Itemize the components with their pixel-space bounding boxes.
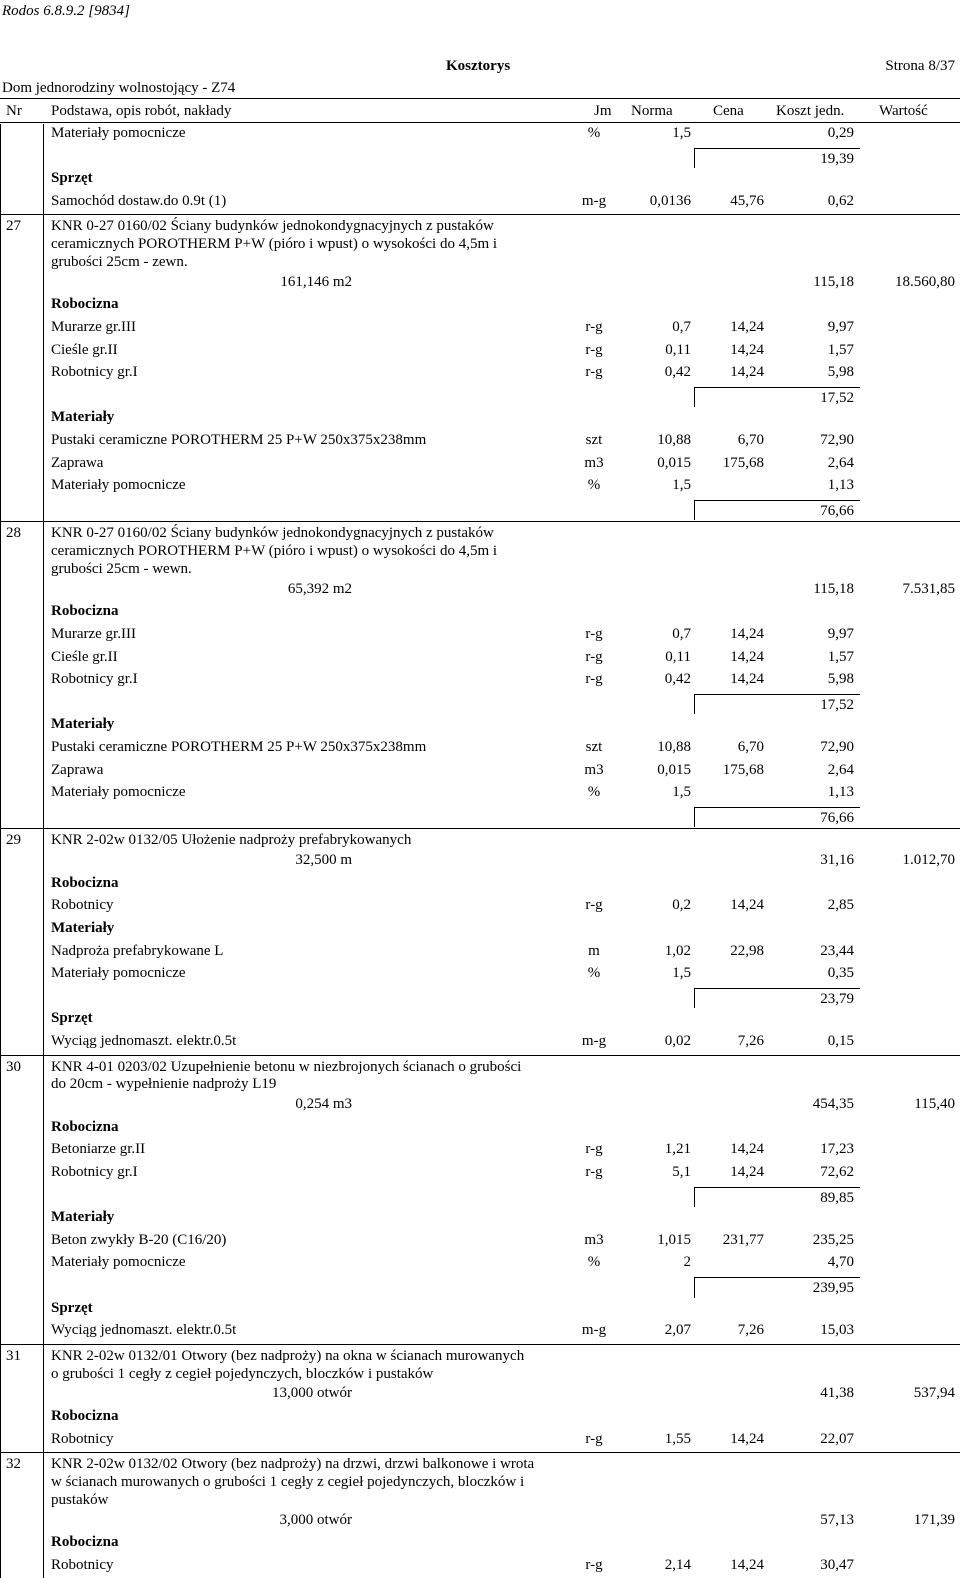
subtotal-rule (694, 387, 860, 388)
col-header-cena: Cena (713, 103, 744, 119)
resource-unit: r-g (585, 1164, 603, 1180)
item-separator (0, 521, 960, 522)
column-divider-nr (43, 521, 44, 828)
subtotal-rule (694, 1277, 860, 1278)
resource-norm: 2 (683, 1254, 691, 1271)
subtotal-rule (694, 694, 860, 695)
item-description: w ścianach murowanych o grubości 1 cegły z cegieł pojedynczych, bloczków i (51, 1474, 525, 1490)
item-quantity: 65,392 m2 (287, 580, 352, 597)
item-separator (0, 828, 960, 829)
item-description: ceramicznych POROTHERM P+W (pióro i wpust) o wysokości do 4,5m i (51, 236, 498, 253)
resource-price: 6,70 (737, 432, 764, 448)
category-label: Sprzęt (51, 170, 93, 187)
subtotal-value: 239,95 (812, 1280, 854, 1296)
col-header-jm: Jm (594, 103, 612, 119)
resource-name: Betoniarze gr.II (51, 1141, 146, 1158)
item-value: 7.531,85 (902, 580, 955, 597)
resource-unit: r-g (585, 897, 603, 914)
resource-price: 7,26 (737, 1322, 764, 1339)
resource-norm: 0,7 (672, 626, 691, 642)
resource-name: Robotnicy gr.I (51, 671, 138, 688)
resource-unit-cost: 72,90 (820, 739, 854, 755)
resource-unit: m-g (581, 1033, 607, 1049)
item-description: KNR 2-02w 0132/01 Otwory (bez nadproży) na okna w ścianach murowanych (51, 1347, 525, 1364)
subtotal-value: 17,52 (820, 696, 854, 713)
item-description: grubości 25cm - wewn. (51, 561, 192, 577)
item-unit-cost: 115,18 (813, 580, 854, 597)
item-unit-cost: 31,16 (820, 852, 854, 869)
item-unit-cost: 115,18 (813, 273, 854, 290)
resource-unit-cost: 2,64 (827, 761, 854, 778)
resource-price: 14,24 (730, 648, 764, 665)
resource-price: 231,77 (722, 1231, 764, 1248)
table-border-left (0, 828, 1, 1054)
resource-name: Beton zwykły B-20 (C16/20) (51, 1231, 227, 1248)
resource-unit-cost: 2,85 (827, 897, 854, 914)
resource-price: 14,24 (730, 1141, 764, 1158)
resource-unit-cost: 1,57 (827, 648, 854, 665)
resource-norm: 0,0136 (649, 192, 691, 209)
subtotal-rule-left (694, 500, 695, 521)
table-border-left (0, 1055, 1, 1344)
category-label: Materiały (51, 1209, 115, 1226)
resource-name: Cieśle gr.II (51, 341, 118, 358)
resource-name: Zaprawa (51, 454, 104, 471)
resource-price: 14,24 (730, 364, 764, 381)
resource-name: Cieśle gr.II (51, 648, 118, 665)
resource-norm: 1,5 (672, 477, 691, 494)
resource-norm: 0,42 (664, 671, 691, 688)
column-divider-nr (43, 214, 44, 521)
col-header-nr: Nr (6, 103, 22, 119)
subtotal-value: 76,66 (820, 502, 854, 519)
resource-unit-cost: 0,62 (827, 192, 854, 209)
resource-unit-cost: 72,90 (820, 432, 854, 448)
resource-unit-cost: 4,70 (827, 1254, 854, 1271)
category-label: Robocizna (51, 296, 119, 313)
resource-unit: r-g (585, 1556, 603, 1573)
resource-name: Materiały pomocnicze (51, 1254, 186, 1271)
resource-name: Nadproża prefabrykowane L (51, 942, 224, 959)
item-quantity: 0,254 m3 (295, 1096, 352, 1113)
item-description: KNR 2-02w 0132/02 Otwory (bez nadproży) na drzwi, drzwi balkonowe i wrota (51, 1456, 535, 1473)
resource-unit-cost: 0,15 (827, 1033, 854, 1049)
resource-norm: 1,015 (657, 1231, 691, 1248)
resource-name: Robotnicy (51, 897, 114, 914)
resource-price: 14,24 (730, 1556, 764, 1573)
resource-unit: szt (585, 432, 603, 448)
item-unit-cost: 454,35 (812, 1096, 854, 1113)
col-header-koszt: Koszt jedn. (776, 103, 845, 119)
item-description: o grubości 1 cegły z cegieł pojedynczych, bloczków i pustaków (51, 1365, 434, 1382)
subtotal-value: 23,79 (820, 990, 854, 1007)
resource-unit: r-g (585, 319, 603, 335)
resource-unit-cost: 9,97 (827, 626, 854, 642)
resource-norm: 10,88 (657, 432, 691, 448)
resource-unit-cost: 0,29 (827, 125, 854, 141)
resource-unit: m3 (584, 1231, 604, 1248)
resource-name: Pustaki ceramiczne POROTHERM 25 P+W 250x375x238mm (51, 739, 427, 755)
category-label: Robocizna (51, 1408, 119, 1424)
resource-norm: 0,2 (672, 897, 691, 914)
resource-price: 14,24 (730, 626, 764, 642)
resource-unit: r-g (585, 1141, 603, 1158)
resource-name: Zaprawa (51, 761, 104, 778)
subtotal-rule (694, 500, 860, 501)
column-divider-nr (43, 1344, 44, 1452)
resource-norm: 1,5 (672, 784, 691, 801)
item-value: 115,40 (914, 1096, 955, 1113)
resource-unit-cost: 5,98 (827, 364, 854, 381)
category-label: Materiały (51, 920, 115, 936)
column-divider-nr (43, 1452, 44, 1578)
subtotal-rule-left (694, 387, 695, 408)
resource-unit: % (587, 784, 601, 801)
item-separator (0, 1055, 960, 1056)
resource-price: 7,26 (737, 1033, 764, 1049)
subtotal-value: 19,39 (820, 150, 854, 167)
item-value: 18.560,80 (895, 273, 955, 290)
resource-norm: 1,02 (664, 942, 691, 959)
header-top-rule (0, 98, 960, 99)
subtotal-value: 76,66 (820, 809, 854, 826)
table-border-left (0, 1452, 1, 1578)
resource-unit-cost: 1,13 (827, 784, 854, 801)
item-quantity: 32,500 m (295, 852, 352, 869)
program-version: Rodos 6.8.9.2 [9834] (2, 3, 130, 19)
resource-price: 22,98 (730, 942, 764, 959)
header-bottom-rule (0, 122, 960, 123)
subtotal-rule (694, 148, 860, 149)
item-separator (0, 1344, 960, 1345)
resource-unit: % (587, 1254, 601, 1271)
item-description: grubości 25cm - zewn. (51, 254, 188, 270)
page-number: Strona 8/37 (885, 58, 955, 74)
resource-norm: 5,1 (672, 1164, 691, 1180)
resource-norm: 1,5 (672, 965, 691, 982)
resource-name: Robotnicy gr.I (51, 1164, 138, 1180)
resource-name: Pustaki ceramiczne POROTHERM 25 P+W 250x375x238mm (51, 432, 427, 448)
resource-norm: 0,015 (657, 761, 691, 778)
subtotal-rule (694, 807, 860, 808)
resource-unit: % (587, 125, 601, 141)
resource-unit: r-g (585, 648, 603, 665)
table-border-left (0, 1344, 1, 1452)
resource-norm: 0,42 (664, 364, 691, 381)
resource-unit: r-g (585, 671, 603, 688)
item-quantity: 13,000 otwór (272, 1385, 352, 1402)
resource-unit: % (587, 965, 601, 982)
resource-norm: 0,7 (672, 319, 691, 335)
item-description: KNR 4-01 0203/02 Uzupełnienie betonu w niezbrojonych ścianach o grubości (51, 1058, 522, 1075)
category-label: Robocizna (51, 1118, 119, 1135)
table-border-left (0, 124, 1, 214)
resource-name: Materiały pomocnicze (51, 965, 186, 982)
subtotal-rule-left (694, 694, 695, 715)
col-header-wartosc: Wartość (879, 103, 928, 119)
resource-unit: m-g (581, 192, 607, 209)
resource-norm: 2,14 (664, 1556, 691, 1573)
resource-name: Materiały pomocnicze (51, 477, 186, 494)
resource-norm: 10,88 (657, 739, 691, 755)
column-divider-nr (43, 124, 44, 214)
subtotal-value: 17,52 (820, 389, 854, 406)
resource-name: Materiały pomocnicze (51, 784, 186, 801)
subtotal-rule-left (694, 148, 695, 169)
resource-unit: r-g (585, 626, 603, 642)
resource-price: 45,76 (730, 192, 764, 209)
item-description: KNR 0-27 0160/02 Ściany budynków jednokondygnacyjnych z pustaków (51, 525, 494, 542)
document-title: Kosztorys (446, 58, 511, 74)
category-label: Robocizna (51, 874, 119, 891)
resource-unit: % (587, 477, 601, 494)
item-unit-cost: 57,13 (820, 1511, 854, 1528)
item-value: 171,39 (913, 1511, 955, 1528)
resource-name: Samochód dostaw.do 0.9t (1) (51, 192, 227, 209)
item-number: 28 (6, 525, 21, 542)
resource-unit-cost: 235,25 (812, 1231, 854, 1248)
item-number: 29 (6, 832, 21, 849)
resource-unit: m3 (584, 761, 604, 778)
category-label: Robocizna (51, 603, 119, 620)
column-divider-nr (43, 828, 44, 1054)
resource-unit: r-g (585, 1430, 603, 1447)
resource-unit: m-g (581, 1322, 607, 1339)
item-separator (0, 214, 960, 215)
item-number: 30 (6, 1058, 21, 1075)
subtotal-rule (694, 1187, 860, 1188)
item-number: 31 (6, 1347, 21, 1364)
item-description: do 20cm - wypełnienie nadproży L19 (51, 1076, 277, 1093)
col-header-desc: Podstawa, opis robót, nakłady (51, 103, 232, 119)
resource-name: Robotnicy (51, 1430, 114, 1447)
table-border-left (0, 214, 1, 521)
resource-unit-cost: 5,98 (827, 671, 854, 688)
item-unit-cost: 41,38 (820, 1385, 854, 1402)
resource-name: Murarze gr.III (51, 319, 136, 335)
category-label: Materiały (51, 716, 115, 733)
resource-name: Robotnicy gr.I (51, 364, 138, 381)
category-label: Sprzęt (51, 1299, 93, 1316)
item-number: 32 (6, 1456, 21, 1473)
resource-unit-cost: 72,62 (820, 1164, 854, 1180)
resource-name: Wyciąg jednomaszt. elektr.0.5t (51, 1322, 237, 1339)
resource-unit-cost: 17,23 (820, 1141, 854, 1158)
project-name: Dom jednorodziny wolnostojący - Z74 (2, 80, 236, 96)
resource-price: 175,68 (722, 454, 764, 471)
resource-price: 14,24 (730, 671, 764, 688)
resource-price: 14,24 (730, 319, 764, 335)
resource-unit-cost: 15,03 (820, 1322, 854, 1339)
resource-price: 14,24 (730, 341, 764, 358)
resource-norm: 0,11 (665, 648, 691, 665)
resource-norm: 0,015 (657, 454, 691, 471)
subtotal-rule-left (694, 807, 695, 828)
resource-norm: 0,11 (665, 341, 691, 358)
resource-unit: r-g (585, 364, 603, 381)
resource-norm: 2,07 (664, 1322, 691, 1339)
category-label: Materiały (51, 409, 115, 426)
subtotal-rule-left (694, 988, 695, 1009)
resource-name: Materiały pomocnicze (51, 125, 186, 141)
resource-unit-cost: 22,07 (820, 1430, 854, 1447)
subtotal-value: 89,85 (820, 1189, 854, 1206)
resource-name: Wyciąg jednomaszt. elektr.0.5t (51, 1033, 237, 1049)
resource-name: Robotnicy (51, 1556, 114, 1573)
resource-unit-cost: 9,97 (827, 319, 854, 335)
resource-unit: r-g (585, 341, 603, 358)
column-divider-nr (43, 1055, 44, 1344)
resource-unit-cost: 1,57 (827, 341, 854, 358)
resource-name: Murarze gr.III (51, 626, 136, 642)
item-quantity: 3,000 otwór (279, 1511, 352, 1528)
subtotal-rule-left (694, 1187, 695, 1208)
resource-unit-cost: 2,64 (827, 454, 854, 471)
resource-unit-cost: 30,47 (820, 1556, 854, 1573)
resource-unit-cost: 23,44 (820, 942, 854, 959)
table-border-left (0, 521, 1, 828)
item-description: KNR 2-02w 0132/05 Ułożenie nadproży prefabrykowanych (51, 832, 412, 849)
subtotal-rule-left (694, 1277, 695, 1298)
resource-norm: 1,21 (664, 1141, 691, 1158)
resource-unit: m3 (584, 454, 604, 471)
category-label: Robocizna (51, 1534, 119, 1551)
category-label: Sprzęt (51, 1010, 93, 1027)
item-separator (0, 1452, 960, 1453)
resource-price: 14,24 (730, 1430, 764, 1447)
item-description: pustaków (51, 1491, 109, 1508)
resource-price: 6,70 (737, 739, 764, 755)
resource-price: 14,24 (730, 897, 764, 914)
resource-norm: 0,02 (664, 1033, 691, 1049)
resource-unit: szt (585, 739, 603, 755)
resource-unit-cost: 1,13 (827, 477, 854, 494)
subtotal-rule (694, 988, 860, 989)
resource-norm: 1,55 (664, 1430, 691, 1447)
item-value: 537,94 (913, 1385, 955, 1402)
col-header-norma: Norma (631, 103, 673, 119)
resource-price: 14,24 (730, 1164, 764, 1180)
resource-unit: m (588, 942, 600, 959)
item-number: 27 (6, 218, 21, 235)
item-description: ceramicznych POROTHERM P+W (pióro i wpust) o wysokości do 4,5m i (51, 543, 498, 560)
item-value: 1.012,70 (902, 852, 955, 869)
resource-norm: 1,5 (672, 125, 691, 141)
resource-price: 175,68 (722, 761, 764, 778)
item-description: KNR 0-27 0160/02 Ściany budynków jednokondygnacyjnych z pustaków (51, 218, 494, 235)
item-quantity: 161,146 m2 (280, 273, 352, 290)
resource-unit-cost: 0,35 (827, 965, 854, 982)
